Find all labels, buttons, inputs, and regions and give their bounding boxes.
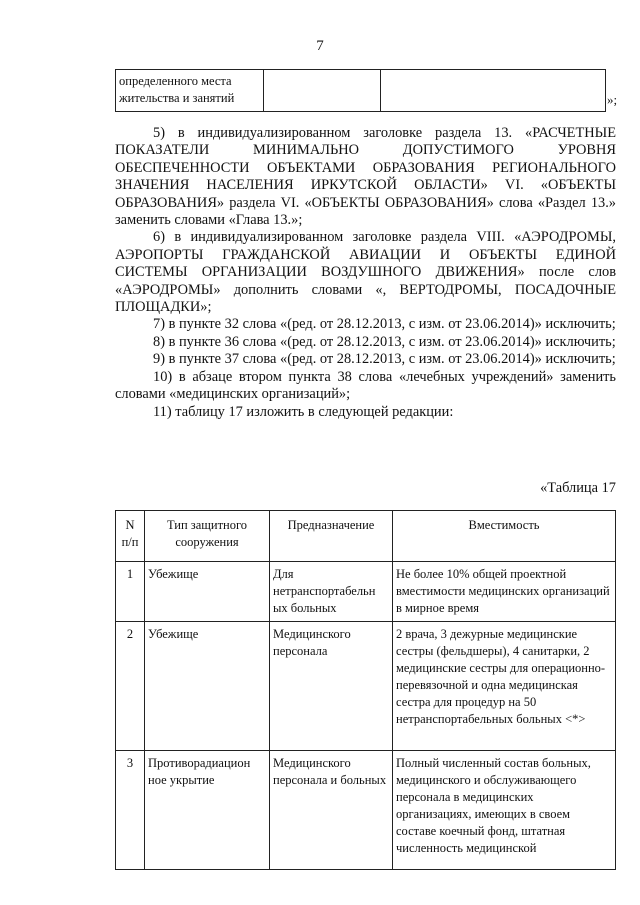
- table-caption: «Таблица 17: [540, 480, 616, 496]
- row-capacity: Не более 10% общей проектной вместимости медицинских организаций в мирное время: [393, 562, 616, 622]
- row-number: 2: [116, 622, 145, 751]
- row-purpose: Медицинского персонала и больных: [270, 751, 393, 870]
- amendment-item-8: 8) в пункте 36 слова «(ред. от 28.12.2013, с изм. от 23.06.2014)» исключить;: [153, 333, 616, 350]
- header-capacity: Вместимость: [393, 511, 616, 562]
- continuation-cell-empty: [264, 70, 381, 112]
- row-purpose: Для нетранспортабельн ых больных: [270, 562, 393, 622]
- row-shelter-type: Убежище: [145, 622, 270, 751]
- closing-quote-mark: »;: [607, 92, 618, 107]
- row-purpose: Медицинского персонала: [270, 622, 393, 751]
- table-row: [116, 562, 616, 622]
- amendment-item-9: 9) в пункте 37 слова «(ред. от 28.12.2013, с изм. от 23.06.2014)» исключить;: [153, 351, 616, 368]
- continuation-table: [115, 69, 606, 112]
- row-capacity: 2 врача, 3 дежурные медицинские сестры (фельдшеры), 4 санитарки, 2 медицинские сестры для операционно-перевязочной и одна медицинская сестра для процедур на 50 нетранспортабельных больных <*>: [393, 622, 616, 751]
- table-row: [116, 622, 616, 751]
- table-row: [116, 751, 616, 870]
- header-number: N п/п: [116, 511, 145, 562]
- amendment-list: [115, 125, 616, 421]
- row-shelter-type: Убежище: [145, 562, 270, 622]
- amendment-item-10: 10) в абзаце втором пункта 38 слова «лечебных учреждений» заменить словами «медицинских организаций»;: [115, 368, 616, 403]
- table-17: [115, 510, 616, 870]
- continuation-cell-empty: [381, 70, 606, 112]
- header-shelter-type: Тип защитного сооружения: [145, 511, 270, 562]
- row-number: 3: [116, 751, 145, 870]
- amendment-item-6: 6) в индивидуализированном заголовке раздела VIII. «АЭРОДРОМЫ, АЭРОПОРТЫ ГРАЖДАНСКОЙ АВИАЦИИ И ОБЪЕКТЫ ЕДИНОЙ СИСТЕМЫ ОРГАНИЗАЦИИ ВОЗДУШНОГО ДВИЖЕНИЯ» после слов «АЭРОДРОМЫ» дополнить словами «, ВЕРТОДРОМЫ, ПОСАДОЧНЫЕ ПЛОЩАДКИ»;: [115, 229, 616, 316]
- header-purpose: Предназначение: [270, 511, 393, 562]
- amendment-item-7: 7) в пункте 32 слова «(ред. от 28.12.2013, с изм. от 23.06.2014)» исключить;: [153, 316, 616, 333]
- amendment-item-5: 5) в индивидуализированном заголовке раздела 13. «РАСЧЕТНЫЕ ПОКАЗАТЕЛИ МИНИМАЛЬНО ДОПУСТИМОГО УРОВНЯ ОБЕСПЕЧЕННОСТИ ОБЪЕКТАМИ ОБРАЗОВАНИЯ РЕГИОНАЛЬНОГО ЗНАЧЕНИЯ НАСЕЛЕНИЯ ИРКУТСКОЙ ОБЛАСТИ» VI. «ОБЪЕКТЫ ОБРАЗОВАНИЯ» раздела VI. «ОБЪЕКТЫ ОБРАЗОВАНИЯ» слова «Раздел 13.» заменить словами «Глава 13.»;: [115, 125, 616, 229]
- continuation-cell-text: определенного места жительства и занятий: [116, 70, 264, 112]
- row-capacity: Полный численный состав больных, медицинского и обслуживающего персонала в медицинских организациях, имеющих в своем составе коечный фонд, штатная численность медицинской: [393, 751, 616, 870]
- amendment-item-11: 11) таблицу 17 изложить в следующей редакции:: [153, 403, 454, 420]
- table-header-row: [116, 511, 616, 562]
- page-number: 7: [316, 38, 324, 54]
- row-shelter-type: Противорадиацион ное укрытие: [145, 751, 270, 870]
- row-number: 1: [116, 562, 145, 622]
